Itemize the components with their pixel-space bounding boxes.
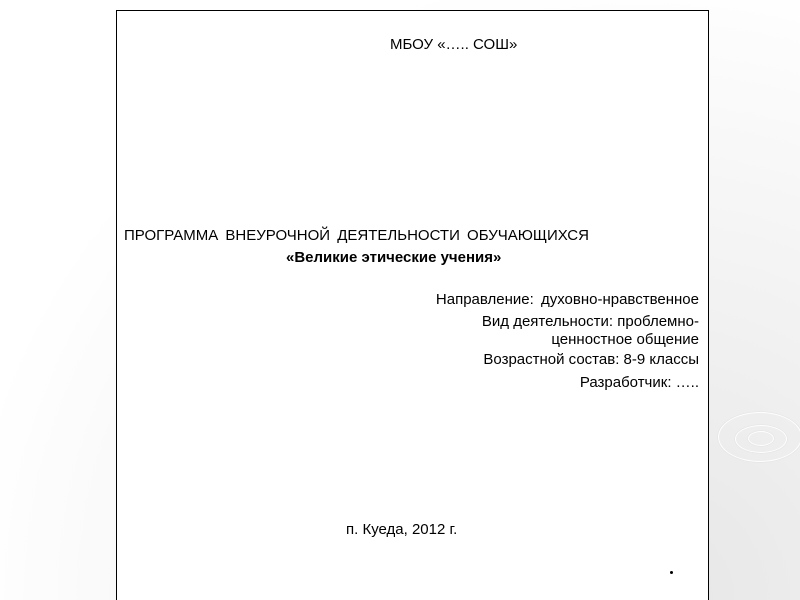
activity-type-line-continued: ценностное общение xyxy=(551,331,699,348)
developer-line: Разработчик: ….. xyxy=(579,374,699,391)
activity-type-line: Вид деятельности: проблемно- xyxy=(481,313,699,330)
direction-line: Направление: духовно-нравственное xyxy=(435,291,699,308)
place-and-year: п. Куеда, 2012 г. xyxy=(346,521,458,538)
ripple-decoration xyxy=(718,412,800,462)
program-subtitle: «Великие этические учения» xyxy=(286,249,502,266)
organization-name: МБОУ «….. СОШ» xyxy=(390,36,518,53)
program-title: ПРОГРАММА ВНЕУРОЧНОЙ ДЕЯТЕЛЬНОСТИ ОБУЧАЮЩИХСЯ xyxy=(124,227,589,244)
age-group-line: Возрастной состав: 8-9 классы xyxy=(483,351,699,368)
stray-dot xyxy=(670,571,673,574)
document-page xyxy=(116,10,709,600)
